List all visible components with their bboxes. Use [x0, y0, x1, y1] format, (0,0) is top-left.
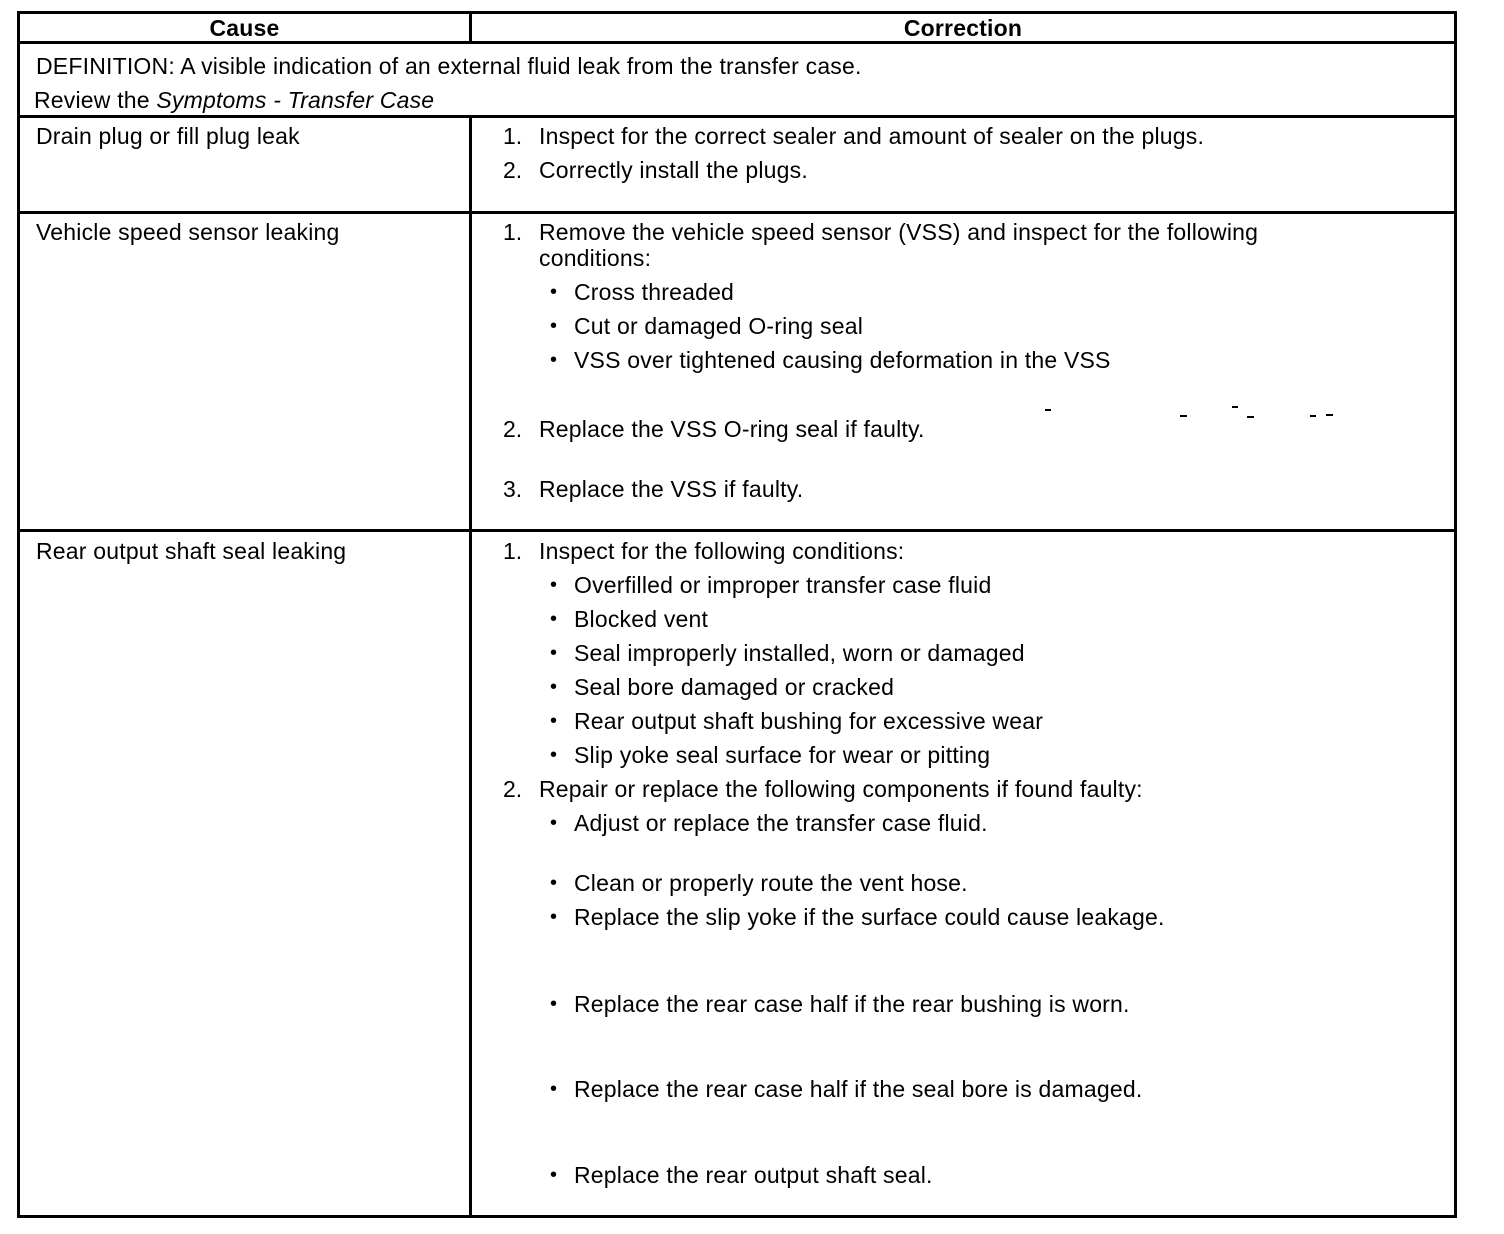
row1-divider [20, 211, 1454, 214]
bullet: • [550, 676, 558, 698]
step-text: Inspect for the correct sealer and amount of sealer on the plugs. [539, 123, 1205, 149]
step-text: Correctly install the plugs. [539, 157, 808, 183]
bullet: • [550, 872, 558, 894]
scan-speck [1180, 415, 1187, 417]
step-text: Repair or replace the following components if found faulty: [539, 776, 1143, 802]
bullet-text: Cut or damaged O-ring seal [574, 313, 864, 339]
scan-speck [1326, 414, 1333, 416]
body-column-divider [469, 115, 472, 1218]
step-number: 2. [503, 776, 523, 802]
review-line [34, 87, 434, 113]
step-text: Replace the VSS O-ring seal if faulty. [539, 416, 925, 442]
bullet: • [550, 574, 558, 596]
cause-vss-leaking: Vehicle speed sensor leaking [36, 219, 340, 245]
bullet-text: Replace the rear output shaft seal. [574, 1162, 933, 1188]
scan-speck [1247, 416, 1254, 418]
bullet: • [550, 281, 558, 303]
bullet: • [550, 812, 558, 834]
bullet-text: VSS over tightened causing deformation in the VSS [574, 347, 1111, 373]
symptoms-link[interactable]: Symptoms - Transfer Case [156, 87, 435, 113]
bullet-text: Overfilled or improper transfer case fluid [574, 572, 992, 598]
review-prefix: Review the [34, 87, 157, 113]
definition-divider [20, 115, 1454, 118]
row2-divider [20, 529, 1454, 532]
bullet-text: Replace the rear case half if the rear bushing is worn. [574, 991, 1130, 1017]
step-text: Replace the VSS if faulty. [539, 476, 804, 502]
troubleshooting-table [17, 11, 1457, 1218]
bullet-text: Seal improperly installed, worn or damaged [574, 640, 1025, 666]
bullet: • [550, 608, 558, 630]
bullet-text: Adjust or replace the transfer case fluid. [574, 810, 988, 836]
bullet: • [550, 993, 558, 1015]
bullet-text: Clean or properly route the vent hose. [574, 870, 968, 896]
bullet-text: Replace the slip yoke if the surface could cause leakage. [574, 904, 1165, 930]
step-number: 1. [503, 123, 523, 149]
scan-speck [1310, 415, 1316, 417]
definition-text: DEFINITION: A visible indication of an external fluid leak from the transfer case. [36, 53, 862, 79]
bullet: • [550, 349, 558, 371]
bullet: • [550, 1078, 558, 1100]
bullet: • [550, 744, 558, 766]
bullet: • [550, 1164, 558, 1186]
cause-rear-output-seal: Rear output shaft seal leaking [36, 538, 347, 564]
header-correction: Correction [903, 15, 1023, 41]
step-number: 1. [503, 219, 523, 245]
step-number: 2. [503, 157, 523, 183]
scan-speck [1045, 409, 1051, 411]
step-number: 2. [503, 416, 523, 442]
scan-speck [1232, 406, 1238, 408]
step-number: 3. [503, 476, 523, 502]
step-text: Inspect for the following conditions: [539, 538, 905, 564]
cause-drain-plug: Drain plug or fill plug leak [36, 123, 300, 149]
bullet-text: Blocked vent [574, 606, 709, 632]
bullet: • [550, 642, 558, 664]
header-cause: Cause [209, 15, 280, 41]
bullet: • [550, 906, 558, 928]
bullet-text: Cross threaded [574, 279, 735, 305]
bullet: • [550, 710, 558, 732]
step-text-continued: conditions: [539, 245, 652, 271]
bullet-text: Rear output shaft bushing for excessive wear [574, 708, 1044, 734]
bullet: • [550, 315, 558, 337]
step-text: Remove the vehicle speed sensor (VSS) and inspect for the following [539, 219, 1259, 245]
bullet-text: Replace the rear case half if the seal bore is damaged. [574, 1076, 1143, 1102]
bullet-text: Slip yoke seal surface for wear or pitting [574, 742, 991, 768]
step-number: 1. [503, 538, 523, 564]
header-divider [20, 41, 1454, 44]
bullet-text: Seal bore damaged or cracked [574, 674, 895, 700]
